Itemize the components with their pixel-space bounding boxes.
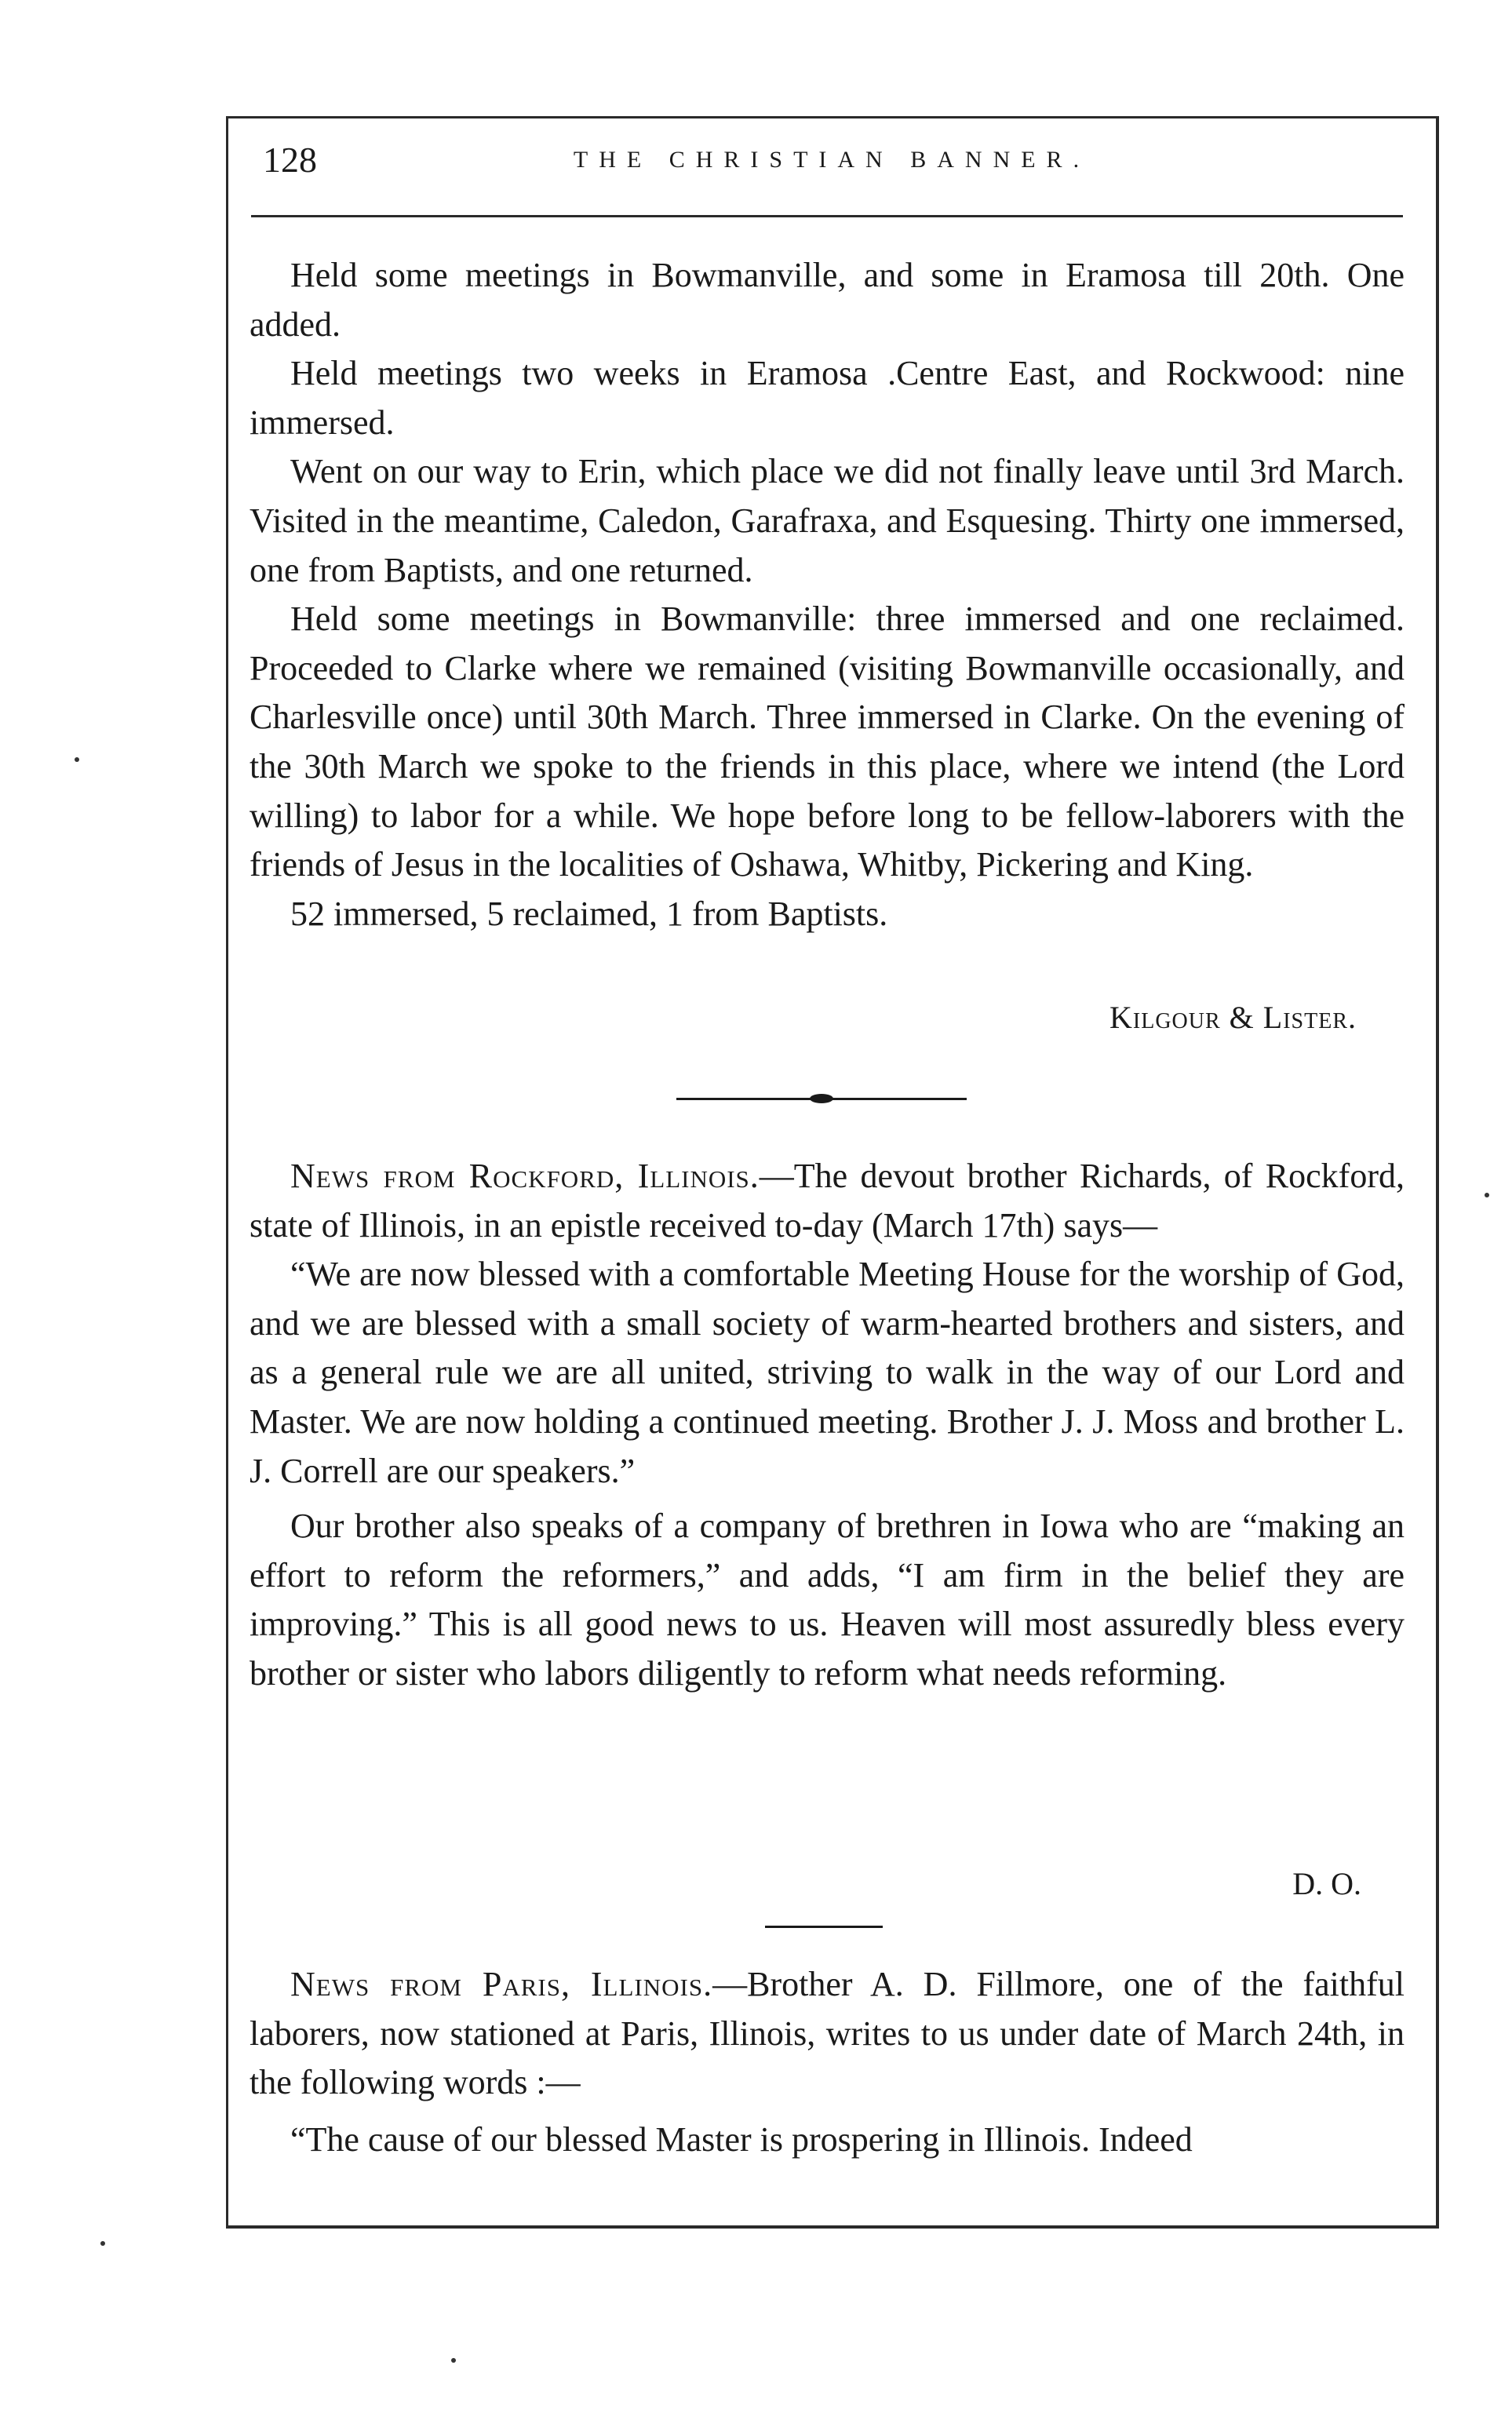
signature-kilgour-lister: Kilgour & Lister. bbox=[1109, 1000, 1357, 1035]
news-paris-section bbox=[250, 1960, 1405, 2164]
report-section bbox=[250, 251, 1405, 938]
article-heading: News from Rockford, Illinois. bbox=[290, 1157, 760, 1195]
running-title: THE CHRISTIAN BANNER. bbox=[573, 147, 1091, 173]
article-intro-text: —Brother A. D. Fillmore, one of the faithful laborers, now stationed at Paris, Illinois, writes to us under date of March 24th, in the following words :— bbox=[250, 1965, 1405, 2102]
article-intro bbox=[250, 1960, 1405, 2108]
quoted-letter: “The cause of our blessed Master is prospering in Illinois. Indeed bbox=[290, 2119, 1193, 2159]
paragraph: Held some meetings in Bowmanville: three immersed and one reclaimed. Proceeded to Clarke where we remained (visiting Bowmanville occasionally, and Charlesville once) until 30th March. Three immersed in Clarke. On the evening of the 30th March we spoke to the friends in this place, where we intend (the Lord willing) to labor for a while. We hope before long to be fellow-laborers with the friends of Jesus in the localities of Oshawa, Whitby, Pickering and King. bbox=[250, 600, 1405, 884]
paragraph: Held meetings two weeks in Eramosa .Centre East, and Rockwood: nine immersed. bbox=[250, 354, 1405, 442]
paragraph: Our brother also speaks of a company of brethren in Iowa who are “making an effort to reform the reformers,” and adds, “I am firm in the belief they are improving.” This is all good news to us. Heaven will most assuredly bless every brother or sister who labors diligently to reform what needs reforming. bbox=[250, 1507, 1405, 1693]
paragraph: Held some meetings in Bowmanville, and some in Eramosa till 20th. One added. bbox=[250, 256, 1405, 344]
scan-speck bbox=[100, 2241, 105, 2246]
article-intro bbox=[250, 1152, 1405, 1250]
paragraph: Went on our way to Erin, which place we did not finally leave until 3rd March. Visited in the meantime, Caledon, Garafraxa, and Esquesing. Thirty one immersed, one from Baptists, and one returned. bbox=[250, 452, 1405, 589]
scan-speck bbox=[451, 2358, 456, 2363]
scan-speck bbox=[75, 757, 79, 762]
page-header bbox=[263, 132, 1401, 188]
signature-do: D. O. bbox=[1292, 1866, 1361, 1901]
header-rule bbox=[251, 215, 1403, 217]
section-divider bbox=[765, 1926, 883, 1928]
page-number: 128 bbox=[263, 140, 317, 180]
paragraph: 52 immersed, 5 reclaimed, 1 from Baptists. bbox=[290, 894, 888, 933]
article-intro-text: —The devout brother Richards, of Rockford, state of Illinois, in an epistle received to-day (March 17th) says— bbox=[250, 1157, 1405, 1245]
section-divider-ornament bbox=[676, 1093, 967, 1104]
news-rockford-section bbox=[250, 1152, 1405, 1699]
quoted-letter: “We are now blessed with a comfortable Meeting House for the worship of God, and we are blessed with a small society of warm-hearted brothers and sisters, and as a general rule we are all united, striving to walk in the way of our Lord and Master. We are now holding a continued meeting. Brother J. J. Moss and brother L. J. Correll are our speakers.” bbox=[250, 1255, 1405, 1490]
scan-speck bbox=[1485, 1193, 1489, 1197]
article-heading: News from Paris, Illinois. bbox=[290, 1965, 713, 2003]
